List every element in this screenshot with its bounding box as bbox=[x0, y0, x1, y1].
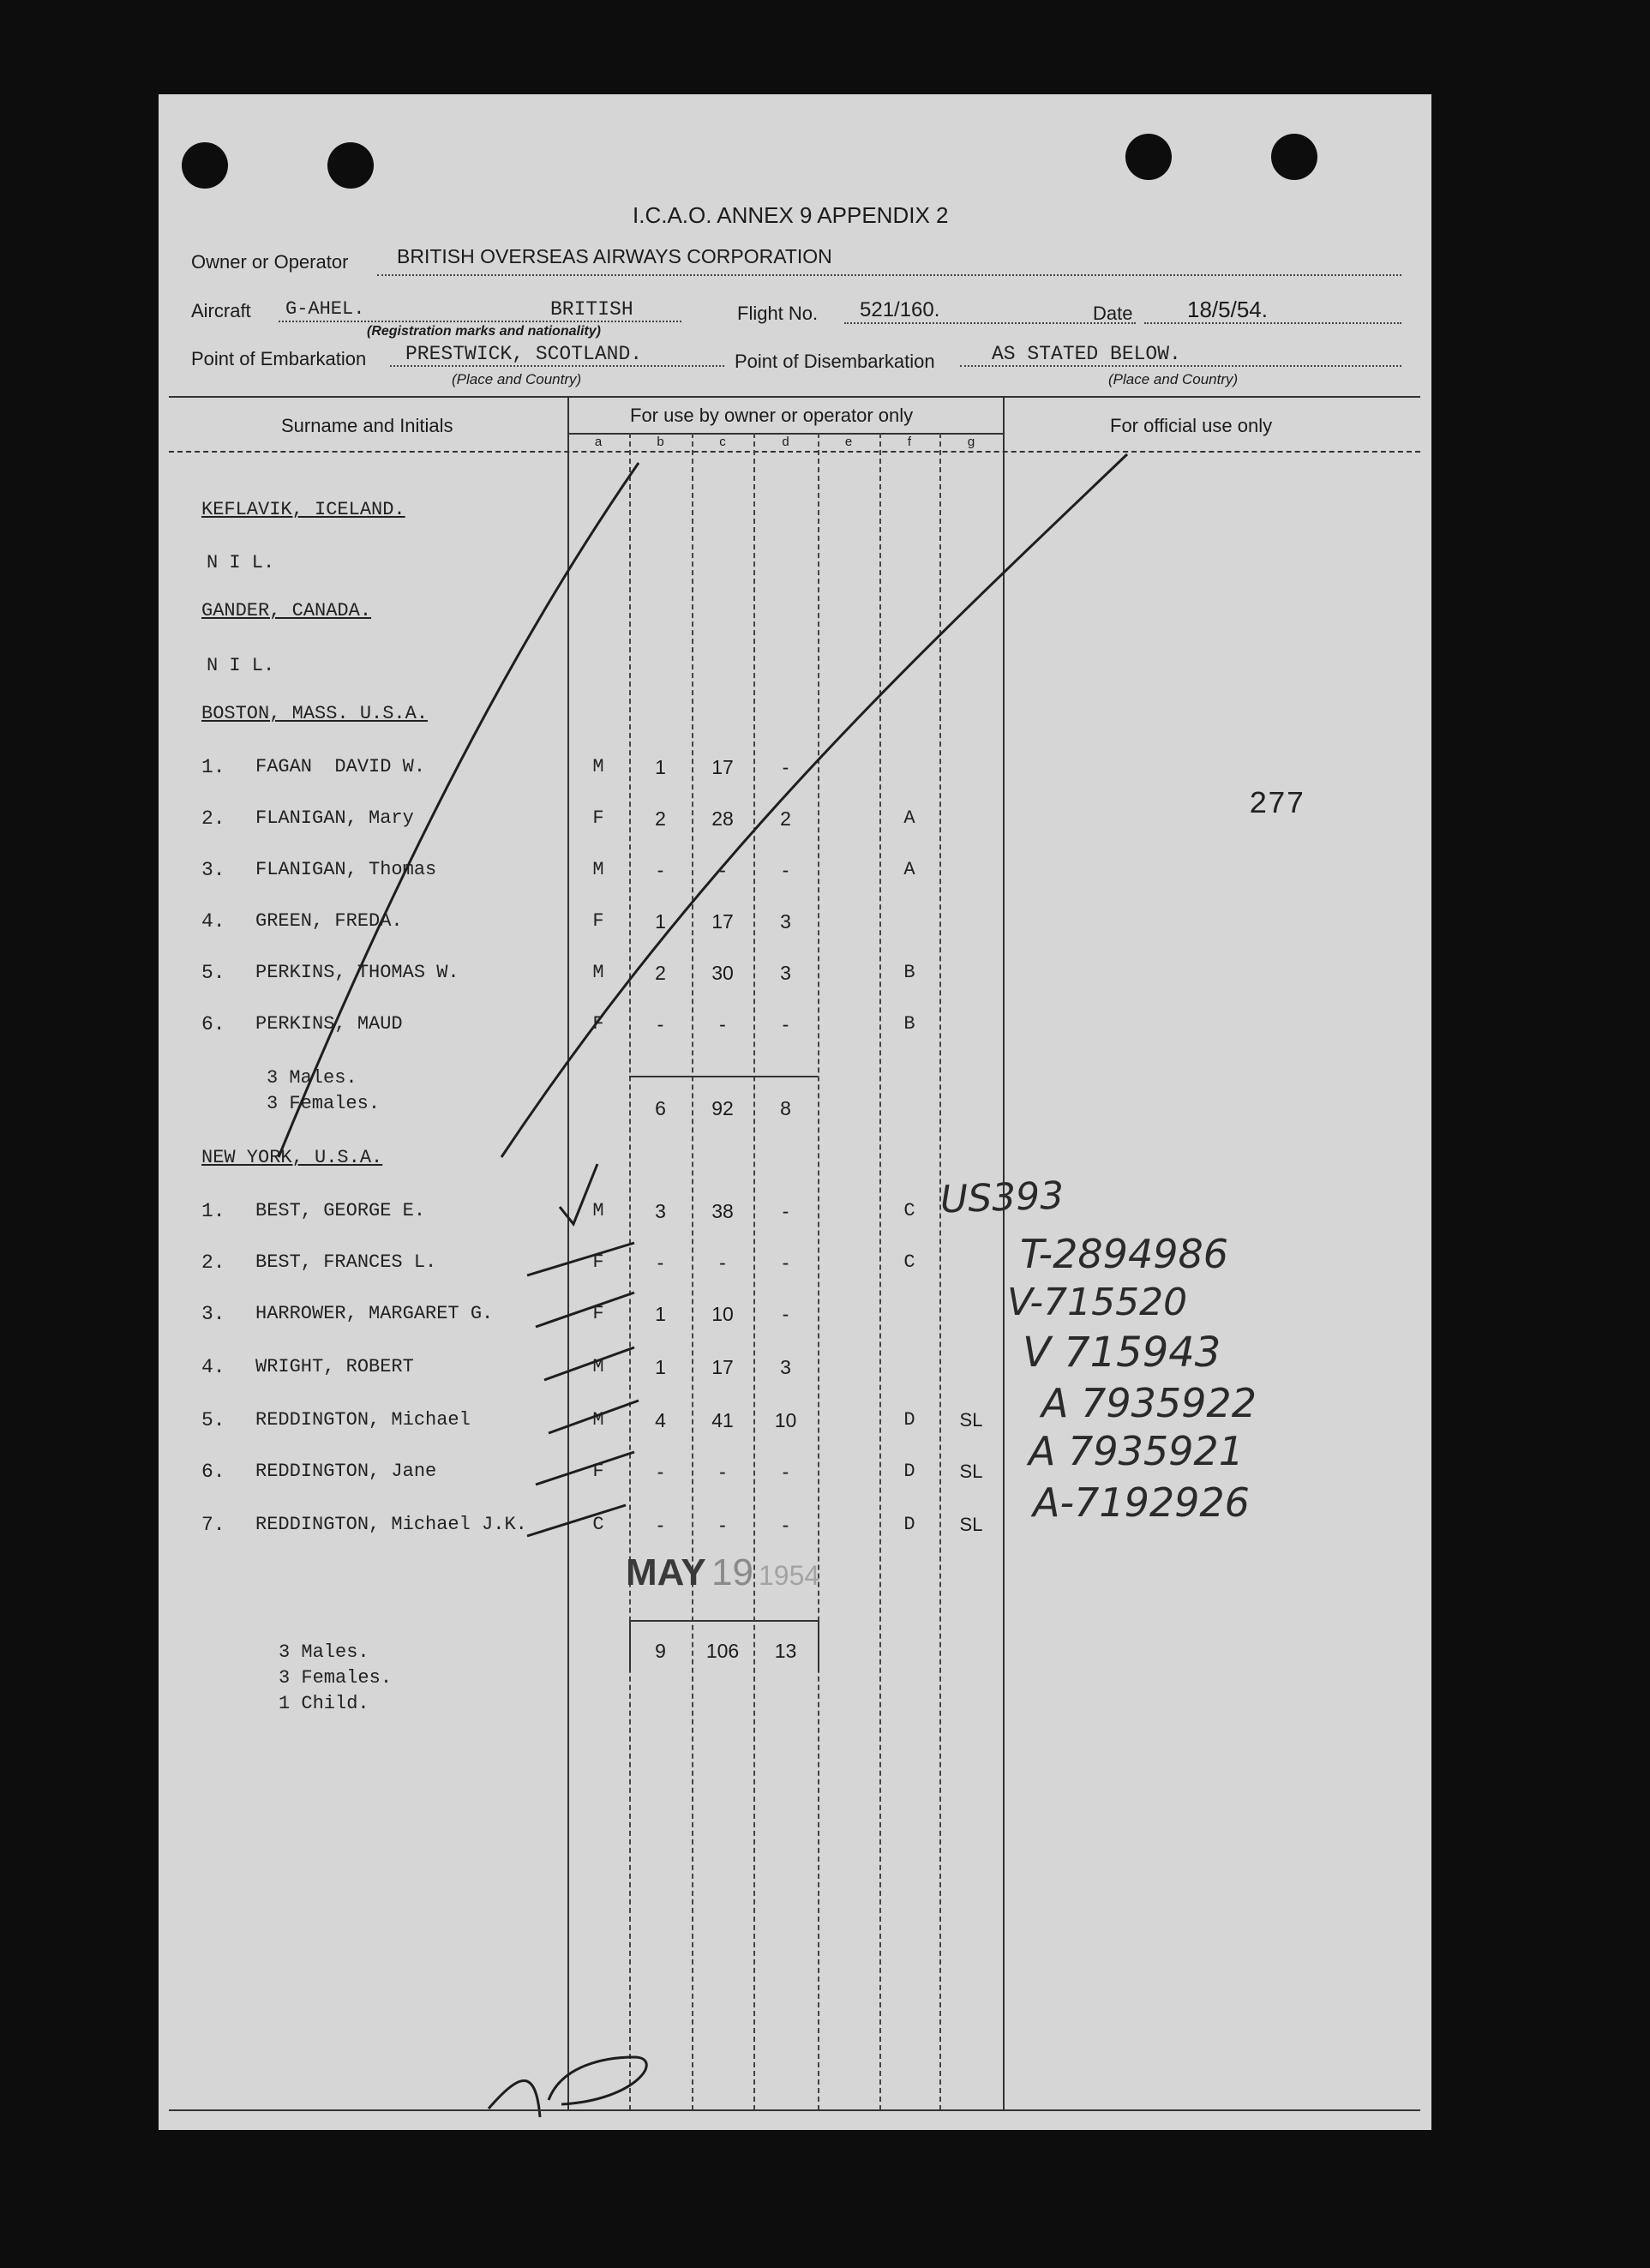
col-header-operator: For use by owner or operator only bbox=[630, 405, 914, 426]
passenger-name: REDDINGTON, Jane bbox=[255, 1461, 437, 1482]
passenger-name: GREEN, FREDA. bbox=[255, 910, 403, 932]
disembarkation-value: AS STATED BELOW. bbox=[992, 343, 1181, 365]
cell-b: 1 bbox=[655, 1303, 666, 1325]
cell-f: A bbox=[903, 807, 915, 829]
table-row bbox=[159, 1251, 1003, 1281]
cell-b: 4 bbox=[655, 1409, 666, 1431]
table-row bbox=[159, 756, 1003, 785]
passenger-name: BEST, FRANCES L. bbox=[255, 1251, 437, 1273]
row-number: 6. bbox=[201, 1013, 225, 1035]
sub-col-e: e bbox=[844, 435, 853, 449]
cell-f: B bbox=[903, 1013, 915, 1035]
cell-f: D bbox=[903, 1461, 915, 1482]
cell-a: F bbox=[592, 807, 604, 829]
section-boston: BOSTON, MASS. U.S.A. bbox=[201, 703, 429, 724]
passenger-name: HARROWER, MARGARET G. bbox=[255, 1303, 494, 1324]
cell-b: 3 bbox=[655, 1200, 666, 1222]
punch-hole bbox=[182, 142, 228, 189]
cell-d: 2 bbox=[780, 807, 791, 830]
place-note: (Place and Country) bbox=[452, 371, 582, 387]
form-title: I.C.A.O. ANNEX 9 APPENDIX 2 bbox=[633, 202, 949, 228]
disembarkation-label: Point of Disembarkation bbox=[735, 351, 935, 372]
date-value: 18/5/54. bbox=[1187, 297, 1268, 322]
cell-d: - bbox=[782, 1303, 789, 1325]
table-row bbox=[159, 962, 1003, 991]
cell-c: 17 bbox=[711, 1356, 734, 1378]
table-row bbox=[159, 859, 1003, 888]
sub-col-g: g bbox=[967, 435, 975, 449]
totals-rule bbox=[629, 1076, 818, 1077]
flight-label: Flight No. bbox=[737, 303, 819, 324]
cell-a: M bbox=[592, 1409, 604, 1431]
cell-c: 17 bbox=[711, 756, 734, 778]
cell-d: - bbox=[782, 1200, 789, 1222]
handwritten-note: A 7935922 bbox=[1041, 1380, 1257, 1426]
table-header-bottom-rule bbox=[169, 451, 1420, 453]
passenger-name: REDDINGTON, Michael bbox=[255, 1409, 471, 1431]
passenger-name: PERKINS, MAUD bbox=[255, 1013, 403, 1035]
cell-f: D bbox=[903, 1409, 915, 1431]
cell-a: F bbox=[592, 910, 604, 932]
totals-females: 3 Females. bbox=[279, 1667, 393, 1689]
cell-c: - bbox=[719, 1514, 726, 1536]
row-number: 1. bbox=[201, 756, 225, 778]
dotted-rule bbox=[844, 322, 1136, 324]
sub-col-b: b bbox=[657, 435, 664, 449]
cell-c: 17 bbox=[711, 910, 734, 933]
col-header-surname: Surname and Initials bbox=[281, 415, 453, 436]
total-d: 13 bbox=[774, 1640, 797, 1662]
dotted-rule bbox=[279, 321, 681, 322]
total-d: 8 bbox=[780, 1097, 791, 1119]
nil-text: N I L. bbox=[207, 655, 275, 676]
cell-a: M bbox=[592, 962, 604, 983]
col-header-official: For official use only bbox=[1110, 415, 1273, 436]
cell-b: - bbox=[657, 1251, 664, 1274]
section-gander: GANDER, CANADA. bbox=[201, 600, 372, 621]
cell-c: 30 bbox=[711, 962, 734, 984]
total-b: 6 bbox=[655, 1097, 666, 1119]
document-page bbox=[159, 94, 1431, 2130]
cell-b: 2 bbox=[655, 807, 666, 830]
sub-col-d: d bbox=[782, 435, 789, 449]
embarkation-value: PRESTWICK, SCOTLAND. bbox=[405, 343, 643, 365]
cell-g: SL bbox=[959, 1409, 983, 1431]
nil-text: N I L. bbox=[207, 552, 275, 573]
registration-note: (Registration marks and nationality) bbox=[367, 324, 601, 339]
table-row bbox=[159, 910, 1003, 939]
owner-label: Owner or Operator bbox=[191, 251, 349, 273]
totals-rule bbox=[629, 1620, 818, 1622]
cell-a: F bbox=[592, 1303, 604, 1324]
cell-a: C bbox=[592, 1514, 604, 1535]
sub-col-a: a bbox=[594, 435, 603, 449]
passenger-name: FLANIGAN, Mary bbox=[255, 807, 414, 829]
handwritten-note: US393 bbox=[939, 1173, 1065, 1222]
table-row bbox=[159, 1200, 1003, 1229]
stamp-day: 19 bbox=[711, 1551, 753, 1593]
cell-a: M bbox=[592, 1200, 604, 1221]
place-note: (Place and Country) bbox=[1108, 371, 1239, 387]
row-number: 3. bbox=[201, 1303, 225, 1325]
cell-f: D bbox=[903, 1514, 915, 1535]
cancel-stroke bbox=[501, 454, 1127, 1157]
cell-f: C bbox=[903, 1251, 915, 1273]
cell-b: 1 bbox=[655, 1356, 666, 1378]
cell-b: - bbox=[657, 1461, 664, 1483]
totals-side-rule bbox=[818, 1620, 819, 1671]
cell-g: SL bbox=[959, 1514, 983, 1535]
punch-hole bbox=[327, 142, 374, 189]
cell-f: B bbox=[903, 962, 915, 983]
table-row bbox=[159, 1303, 1003, 1332]
row-number: 6. bbox=[201, 1461, 225, 1483]
dotted-rule bbox=[377, 274, 1401, 276]
nationality-value: BRITISH bbox=[550, 298, 633, 321]
cell-b: - bbox=[657, 859, 664, 881]
passenger-name: FAGAN DAVID W. bbox=[255, 756, 426, 777]
section-keflavik: KEFLAVIK, ICELAND. bbox=[201, 499, 405, 520]
cell-b: 1 bbox=[655, 756, 666, 778]
cell-a: F bbox=[592, 1461, 604, 1482]
passenger-name: BEST, GEORGE E. bbox=[255, 1200, 426, 1221]
date-label: Date bbox=[1093, 303, 1133, 324]
totals-males: 3 Males. bbox=[267, 1067, 357, 1089]
table-row bbox=[159, 1013, 1003, 1042]
stamp-month: MAY bbox=[626, 1551, 706, 1593]
dotted-rule bbox=[1144, 322, 1401, 324]
handwritten-note: A-7192926 bbox=[1033, 1479, 1250, 1526]
aircraft-value: G-AHEL. bbox=[285, 298, 365, 320]
cell-d: 3 bbox=[780, 1356, 791, 1378]
aircraft-label: Aircraft bbox=[191, 300, 251, 321]
row-number: 1. bbox=[201, 1200, 225, 1222]
dotted-rule bbox=[960, 365, 1401, 367]
cell-d: - bbox=[782, 1514, 789, 1536]
page-number: 277 bbox=[1249, 787, 1305, 822]
row-number: 2. bbox=[201, 807, 225, 830]
cell-d: - bbox=[782, 1461, 789, 1483]
total-b: 9 bbox=[655, 1640, 666, 1662]
flight-value: 521/160. bbox=[860, 298, 940, 321]
cell-d: - bbox=[782, 859, 789, 881]
stamp-year: 1954 bbox=[759, 1560, 820, 1591]
passenger-name: REDDINGTON, Michael J.K. bbox=[255, 1514, 527, 1535]
totals-females: 3 Females. bbox=[267, 1093, 381, 1114]
cell-b: 1 bbox=[655, 910, 666, 933]
passenger-name: WRIGHT, ROBERT bbox=[255, 1356, 414, 1377]
table-row bbox=[159, 807, 1003, 837]
row-number: 4. bbox=[201, 1356, 225, 1378]
cell-c: - bbox=[719, 1461, 726, 1483]
table-row bbox=[159, 1356, 1003, 1385]
total-c: 106 bbox=[705, 1640, 740, 1662]
cell-b: - bbox=[657, 1013, 664, 1035]
table-row bbox=[159, 1409, 1003, 1438]
passenger-name: PERKINS, THOMAS W. bbox=[255, 962, 459, 983]
table-row bbox=[159, 1461, 1003, 1490]
handwritten-note: V 715943 bbox=[1023, 1329, 1221, 1377]
total-c: 92 bbox=[711, 1097, 734, 1119]
cell-d: 3 bbox=[780, 962, 791, 984]
passenger-name: FLANIGAN, Thomas bbox=[255, 859, 437, 880]
handwritten-note: V-715520 bbox=[1007, 1281, 1188, 1324]
cell-f: A bbox=[903, 859, 915, 880]
cell-c: - bbox=[719, 859, 726, 881]
cell-a: M bbox=[592, 859, 604, 880]
row-number: 2. bbox=[201, 1251, 225, 1274]
sub-col-f: f bbox=[907, 435, 912, 449]
punch-hole bbox=[1125, 134, 1172, 180]
sub-col-c: c bbox=[719, 435, 726, 449]
cell-d: - bbox=[782, 1251, 789, 1274]
owner-value: BRITISH OVERSEAS AIRWAYS CORPORATION bbox=[397, 245, 832, 267]
totals-males: 3 Males. bbox=[279, 1641, 369, 1663]
cell-c: - bbox=[719, 1251, 726, 1274]
cell-d: 3 bbox=[780, 910, 791, 933]
cell-d: - bbox=[782, 756, 789, 778]
cell-f: C bbox=[903, 1200, 915, 1221]
handwritten-note: T-2894986 bbox=[1020, 1231, 1229, 1277]
row-number: 5. bbox=[201, 1409, 225, 1431]
cell-a: M bbox=[592, 756, 604, 777]
handwritten-note: A 7935921 bbox=[1029, 1428, 1244, 1474]
totals-child: 1 Child. bbox=[279, 1693, 369, 1714]
cell-d: - bbox=[782, 1013, 789, 1035]
cell-b: 2 bbox=[655, 962, 666, 984]
cell-g: SL bbox=[959, 1461, 983, 1482]
row-number: 4. bbox=[201, 910, 225, 933]
cell-b: - bbox=[657, 1514, 664, 1536]
punch-hole bbox=[1271, 134, 1317, 180]
cell-a: F bbox=[592, 1251, 604, 1273]
row-number: 3. bbox=[201, 859, 225, 881]
row-number: 7. bbox=[201, 1514, 225, 1536]
cell-d: 10 bbox=[774, 1409, 797, 1431]
cell-a: M bbox=[592, 1356, 604, 1377]
dotted-rule bbox=[390, 365, 724, 367]
table-top-rule bbox=[169, 396, 1420, 398]
cell-c: 38 bbox=[711, 1200, 734, 1222]
cell-a: F bbox=[592, 1013, 604, 1035]
column-rule bbox=[1003, 396, 1005, 2110]
row-number: 5. bbox=[201, 962, 225, 984]
cell-c: 41 bbox=[711, 1409, 734, 1431]
section-newyork: NEW YORK, U.S.A. bbox=[201, 1147, 383, 1168]
cell-c: - bbox=[719, 1013, 726, 1035]
embarkation-label: Point of Embarkation bbox=[191, 348, 367, 369]
cell-c: 10 bbox=[711, 1303, 734, 1325]
table-row bbox=[159, 1514, 1003, 1543]
cell-c: 28 bbox=[711, 807, 734, 830]
